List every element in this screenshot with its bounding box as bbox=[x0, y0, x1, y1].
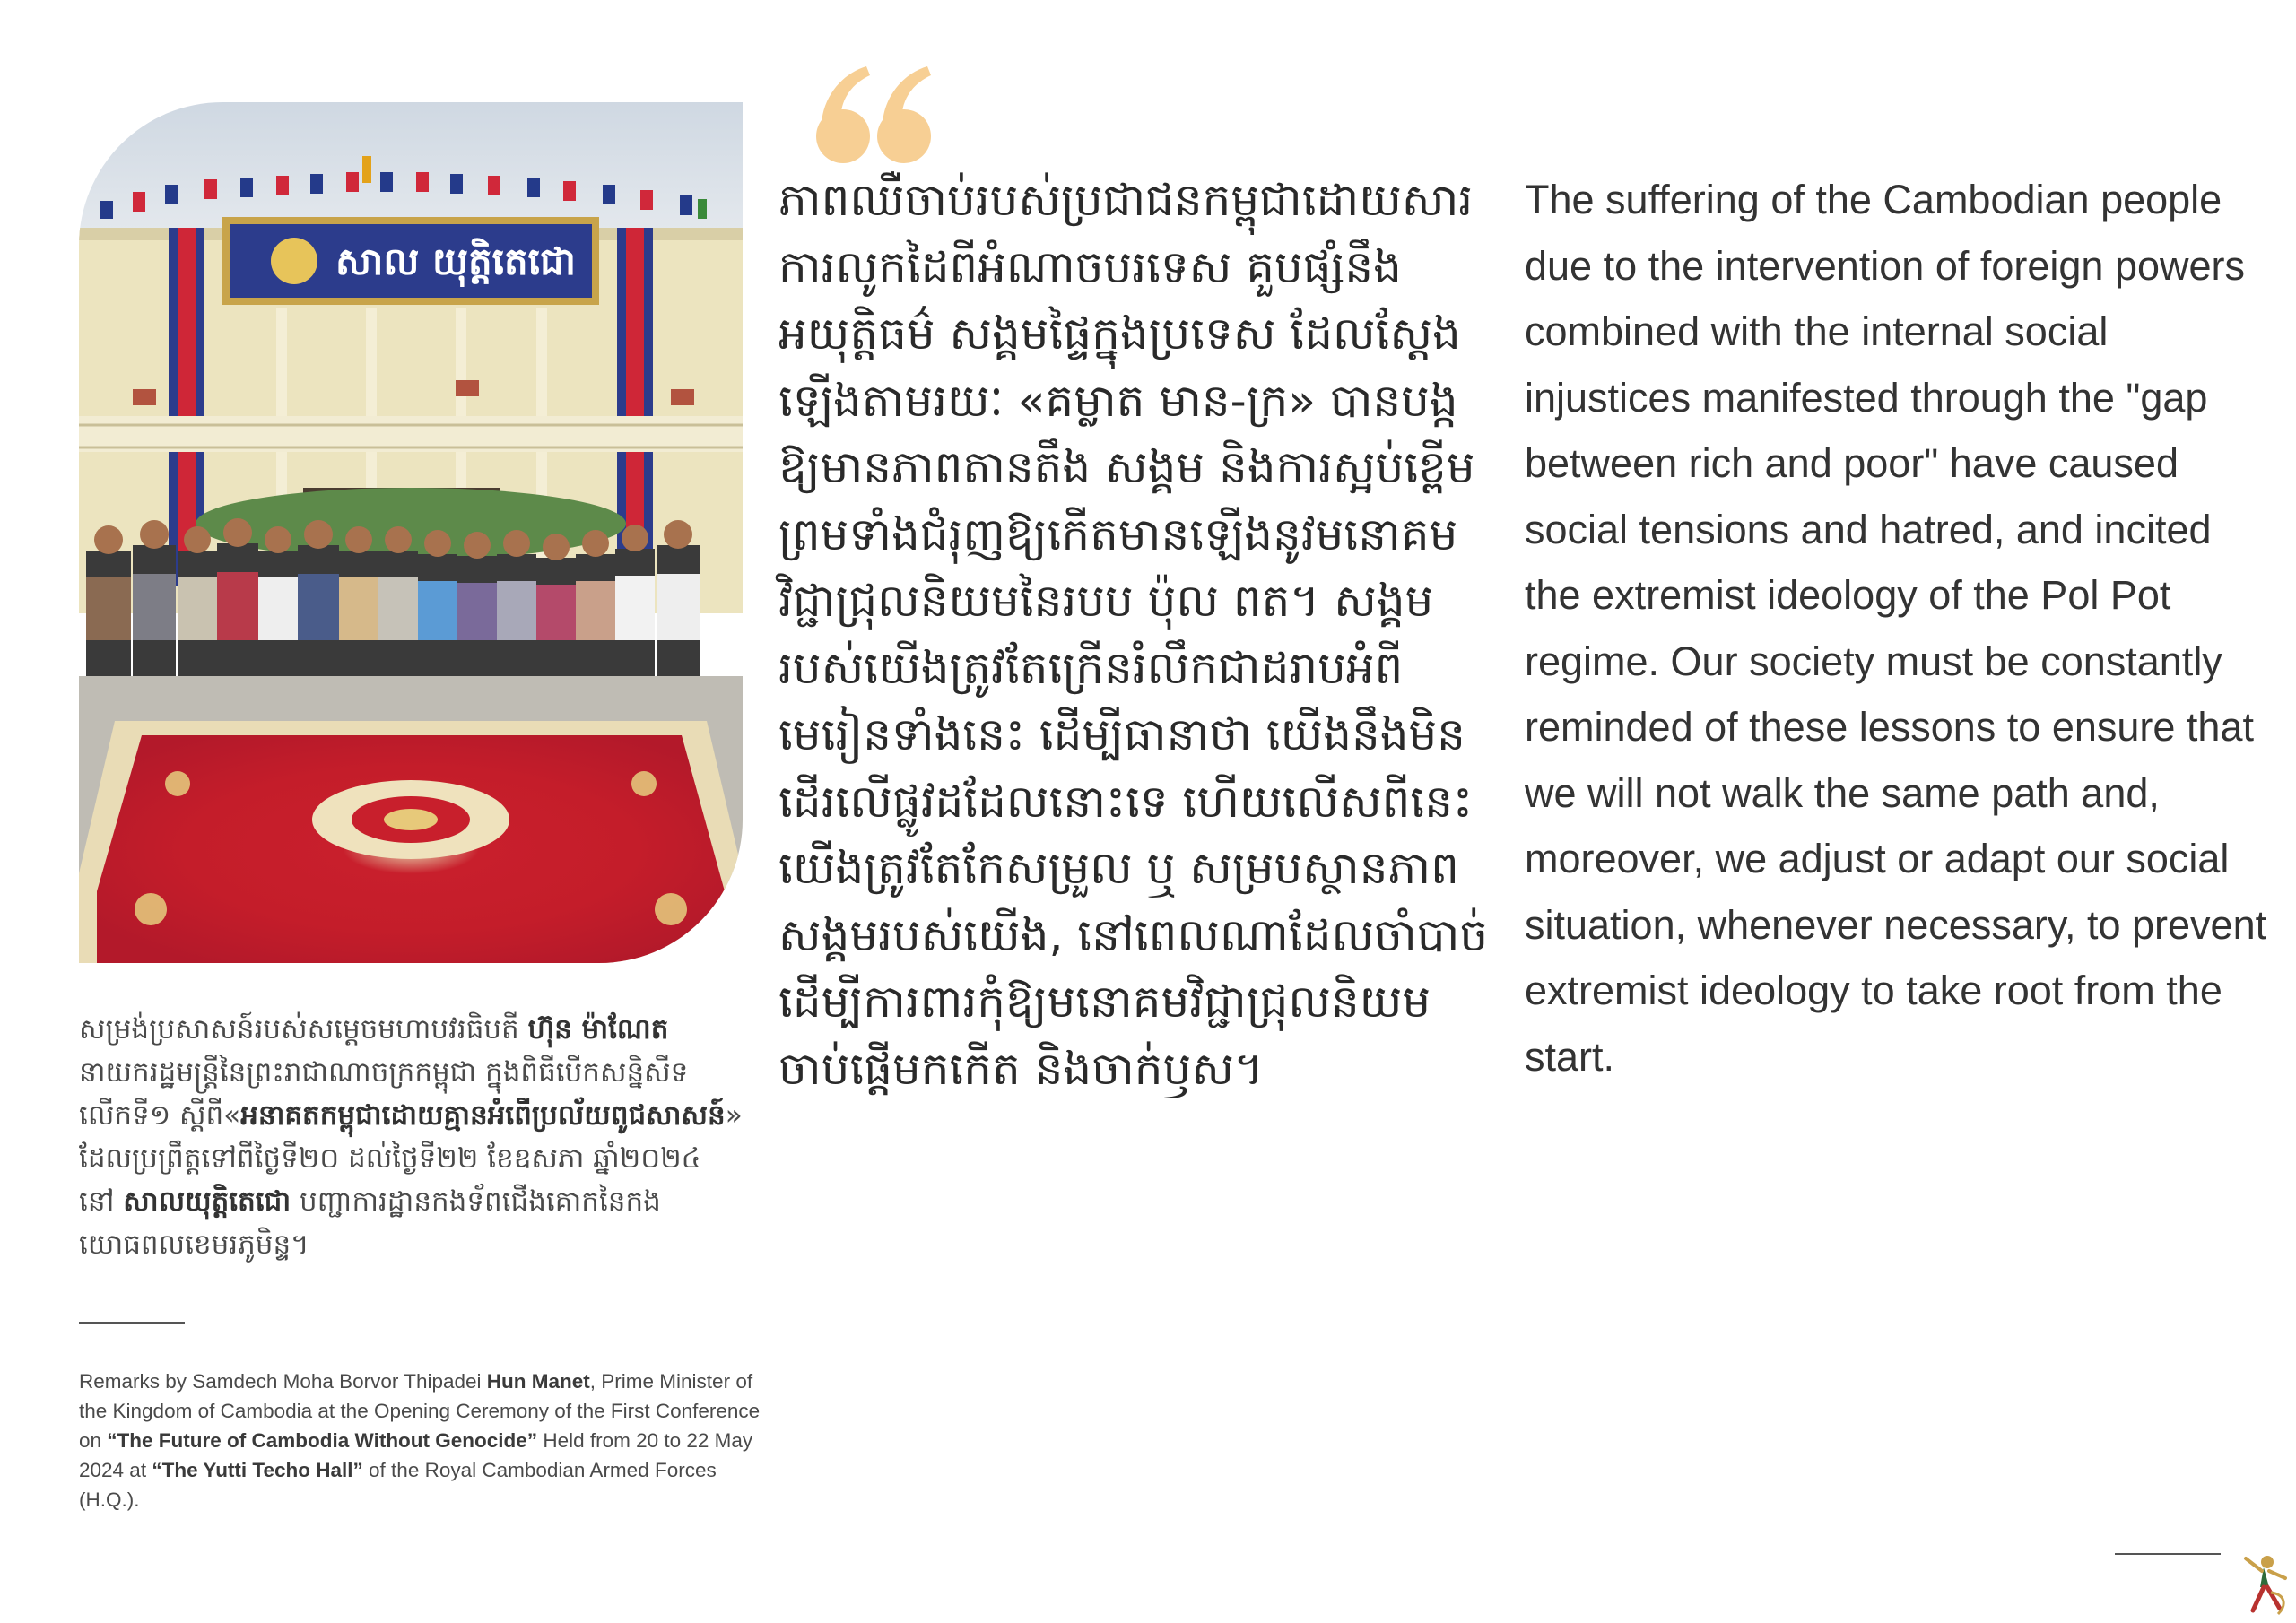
caption-km-part4: បញ្ជាការដ្ឋានកងទ័ពជើងគោកនៃកងយោធពលខេមរភូមិន្ទ។ bbox=[79, 1185, 661, 1261]
caption-en-part4: of the Royal Cambodian Armed Forces (H.Q.). bbox=[79, 1459, 717, 1511]
photo-caption-english bbox=[79, 1367, 761, 1515]
caption-km-part2: នាយករដ្ឋមន្ត្រីនៃព្រះរាជាណាចក្រកម្ពុជា ក្នុងពិធីបើកសន្និសីទលើកទី១ ស្តីពី« bbox=[79, 1056, 689, 1132]
caption-km-name: ហ៊ុន ម៉ាណែត bbox=[527, 1013, 669, 1046]
quote-english: The suffering of the Cambodian people due to the intervention of foreign powers combined with the internal social injustices manifested through the "gap between rich and poor" have caused social tensions and hatred, and incited the extremist ideology of the Pol Pot regime. Our society must be constantly reminded of these lessons to ensure that we will not walk the same path and, moreover, we adjust or adapt our social situation, whenever necessary, to prevent extremist ideology to take root from the start. bbox=[1525, 177, 2267, 1080]
caption-divider bbox=[79, 1322, 185, 1324]
caption-km-title: អនាគតកម្ពុជាដោយគ្មានអំពើប្រល័យពូជសាសន៍ bbox=[240, 1099, 726, 1132]
hall-banner-text: សាល យុត្តិតេជោ bbox=[335, 239, 576, 283]
caption-en-hall: “The Yutti Techo Hall” bbox=[152, 1459, 363, 1481]
caption-km-part3: » ដែលប្រព្រឹត្តទៅពីថ្ងៃទី២០ ដល់ថ្ងៃទី២២ ខែឧសភា ឆ្នាំ២០២៤ នៅ bbox=[79, 1099, 743, 1218]
quote-khmer: ភាពឈឺចាប់របស់ប្រជាជនកម្ពុជាដោយសារការលូកដៃពីអំណាចបរទេស គួបផ្សំនឹងអយុត្តិធម៌ សង្គមផ្ទៃក្នុងប្រទេស ដែលស្តែងឡើងតាមរយៈ «គម្លាត មាន-ក្រ» បានបង្កឱ្យមានភាពតានតឹង សង្គម និងការស្អប់ខ្ពើម ព្រមទាំងជំរុញឱ្យកើតមានឡើងនូវមនោគមវិជ្ជាជ្រុលនិយមនៃរបប ប៉ុល ពត។ សង្គមរបស់យើងត្រូវតែក្រើនរំលឹកជាដរាបអំពីមេរៀនទាំងនេះ ដើម្បីធានាថា យើងនឹងមិនដើរលើផ្លូវដដែលនោះទេ ហើយលើសពីនេះ យើងត្រូវតែកែសម្រួល ឬ សម្របស្ថានភាពសង្គមរបស់យើង, នៅពេលណាដែលចាំបាច់ ដើម្បីការពារកុំឱ្យមនោគមវិជ្ជាជ្រុលនិយមចាប់ផ្តើមកកើត និងចាក់ឫស។ bbox=[778, 174, 1489, 1095]
photo-illustration bbox=[79, 102, 743, 963]
conference-group-photo bbox=[79, 102, 743, 963]
footer-divider bbox=[2115, 1553, 2221, 1555]
caption-km-part1: សម្រង់ប្រសាសន៍របស់សម្តេចមហាបវរធិបតី bbox=[79, 1013, 528, 1046]
hanuman-logo-icon bbox=[2237, 1551, 2291, 1616]
caption-en-part2: , Prime Minister of the Kingdom of Cambodia at the Opening Ceremony of the First Conference on bbox=[79, 1370, 761, 1452]
caption-en-name: Hun Manet bbox=[486, 1370, 590, 1393]
caption-en-part3: Held from 20 to 22 May 2024 at bbox=[79, 1429, 753, 1481]
open-quote-icon bbox=[814, 65, 936, 163]
caption-en-part1: Remarks by Samdech Moha Borvor Thipadei bbox=[79, 1370, 487, 1393]
caption-km-hall: សាលយុត្តិតេជោ bbox=[123, 1185, 291, 1218]
caption-en-title: “The Future of Cambodia Without Genocide” bbox=[107, 1429, 538, 1452]
photo-caption-khmer bbox=[79, 1008, 743, 1266]
